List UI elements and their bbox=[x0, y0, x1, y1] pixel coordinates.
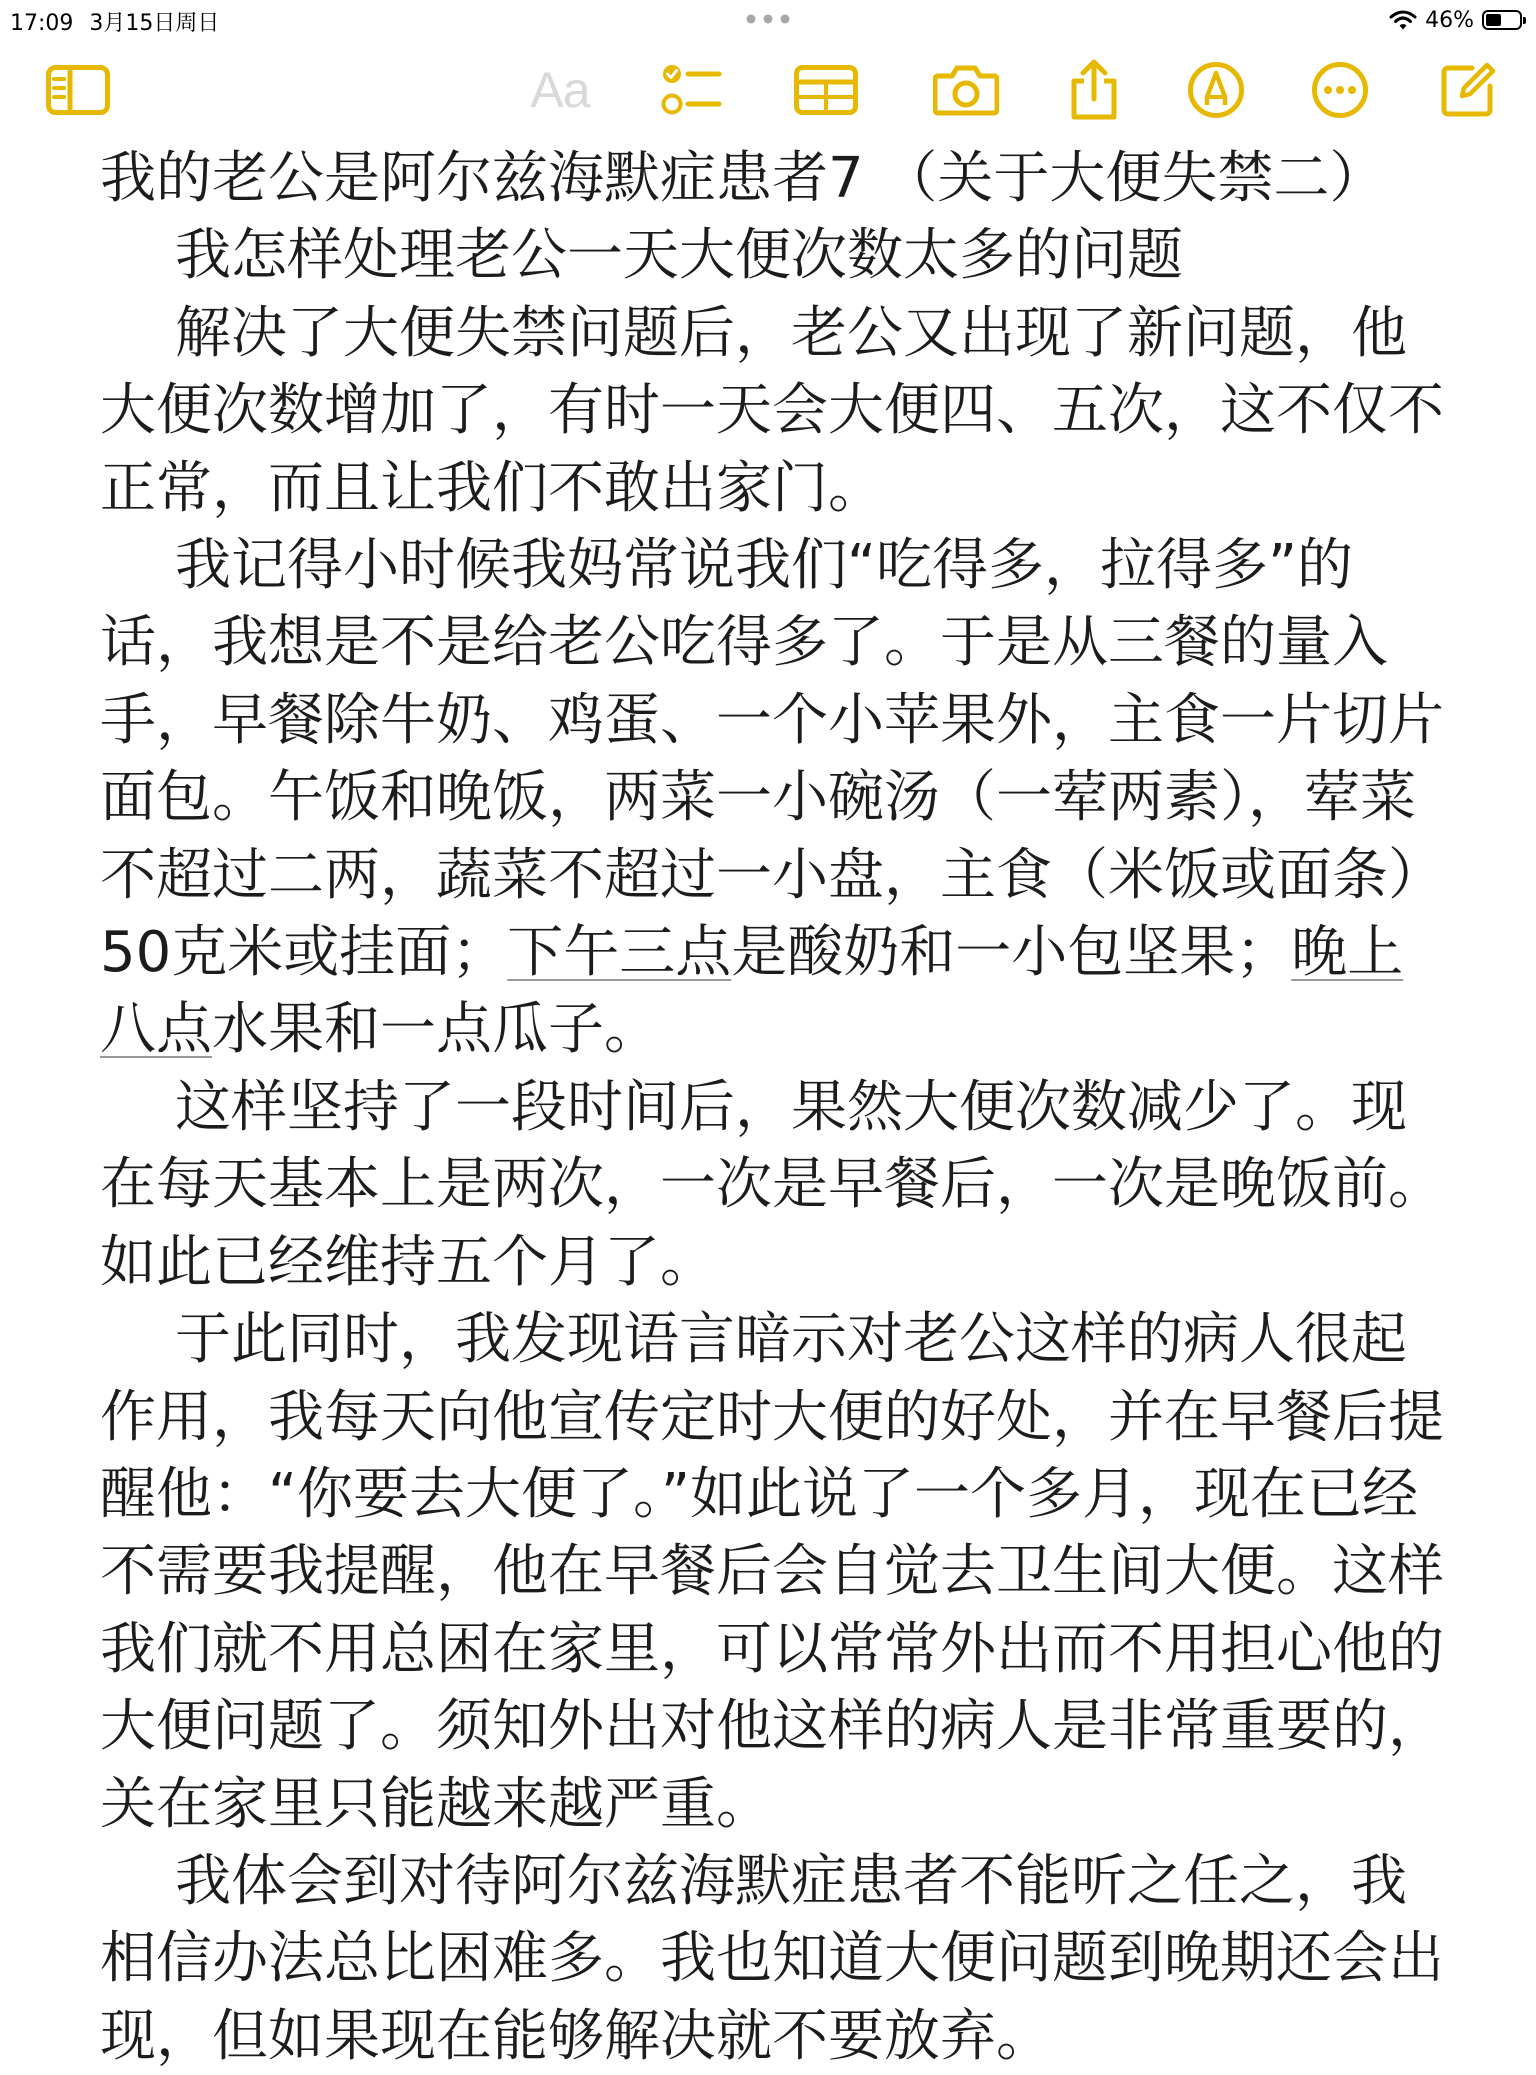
camera-button[interactable] bbox=[926, 50, 1006, 130]
compose-button[interactable] bbox=[1428, 50, 1508, 130]
status-time-date bbox=[10, 6, 219, 37]
note-title: 我的老公是阿尔兹海默症患者7 （关于大便失禁二） bbox=[100, 146, 1386, 211]
multitasking-dots-icon[interactable] bbox=[746, 14, 790, 24]
wifi-icon bbox=[1389, 9, 1417, 31]
time-link-afternoon[interactable]: 下午三点 bbox=[507, 920, 732, 986]
checklist-button[interactable] bbox=[652, 50, 732, 130]
note-paragraph-1: 解决了大便失禁问题后，老公又出现了新问题，他大便次数增加了，有时一天会大便四、五次，这不仅不正常，而且让我们不敢出家门。 bbox=[100, 300, 1444, 521]
note-paragraph-3: 这样坚持了一段时间后，果然大便次数减少了。现在每天基本上是两次，一次是早餐后，一次是晚饭前。如此已经维持五个月了。 bbox=[100, 1074, 1444, 1295]
note-paragraph-5: 我体会到对待阿尔兹海默症患者不能听之任之，我相信办法总比困难多。我也知道大便问题到晚期还会出现，但如果现在能够解决就不要放弃。 bbox=[100, 1848, 1444, 2069]
battery-icon bbox=[1482, 10, 1522, 30]
more-button[interactable] bbox=[1300, 50, 1380, 130]
share-button[interactable] bbox=[1054, 50, 1134, 130]
status-date: 3月15日周日 bbox=[89, 11, 220, 36]
share-icon bbox=[1068, 59, 1120, 121]
markup-icon bbox=[1187, 61, 1245, 119]
status-right bbox=[1389, 4, 1522, 36]
note-paragraph-4: 于此同时，我发现语言暗示对老公这样的病人很起作用，我每天向他宣传定时大便的好处，并在早餐后提醒他：“你要去大便了。”如此说了一个多月，现在已经不需要我提醒，他在早餐后会自觉去卫生间大便。这样我们就不用总困在家里，可以常常外出而不用担心他的大便问题了。须知外出对他这样的病人是非常重要的，关在家里只能越来越严重。 bbox=[100, 1307, 1444, 1837]
sidebar-icon bbox=[46, 65, 110, 115]
note-body[interactable] bbox=[100, 140, 1450, 2075]
camera-icon bbox=[933, 64, 999, 116]
paragraph-2-text-a: 我记得小时候我妈常说我们“吃得多，拉得多”的话，我想是不是给老公吃得多了。于是从三餐的量入手，早餐除牛奶、鸡蛋、一个小苹果外，主食一片切片面包。午饭和晚饭，两菜一小碗汤（一荤两素），荤菜不超过二两，蔬菜不超过一小盘，主食（米饭或面条）50克米或挂面； bbox=[100, 533, 1444, 986]
table-button[interactable] bbox=[786, 50, 866, 130]
more-icon bbox=[1311, 61, 1369, 119]
notes-toolbar bbox=[0, 50, 1536, 130]
compose-icon bbox=[1438, 60, 1498, 120]
status-time: 17:09 bbox=[10, 11, 74, 36]
paragraph-2-text-b: 是酸奶和一小包坚果； bbox=[731, 920, 1292, 986]
battery-level bbox=[1486, 14, 1501, 26]
time-link-evening[interactable]: 晚上八点 bbox=[100, 920, 1404, 1063]
markup-button[interactable] bbox=[1176, 50, 1256, 130]
battery-percent: 46% bbox=[1425, 7, 1474, 33]
status-bar bbox=[0, 0, 1536, 40]
note-paragraph-2 bbox=[100, 527, 1450, 1069]
table-icon bbox=[794, 65, 858, 115]
checklist-icon bbox=[661, 62, 723, 118]
paragraph-2-text-c: 水果和一点瓜子。 bbox=[212, 997, 660, 1063]
format-button[interactable]: Aa bbox=[530, 62, 590, 118]
sidebar-button[interactable] bbox=[38, 50, 118, 130]
note-subtitle: 我怎样处理老公一天大便次数太多的问题 bbox=[175, 223, 1183, 289]
